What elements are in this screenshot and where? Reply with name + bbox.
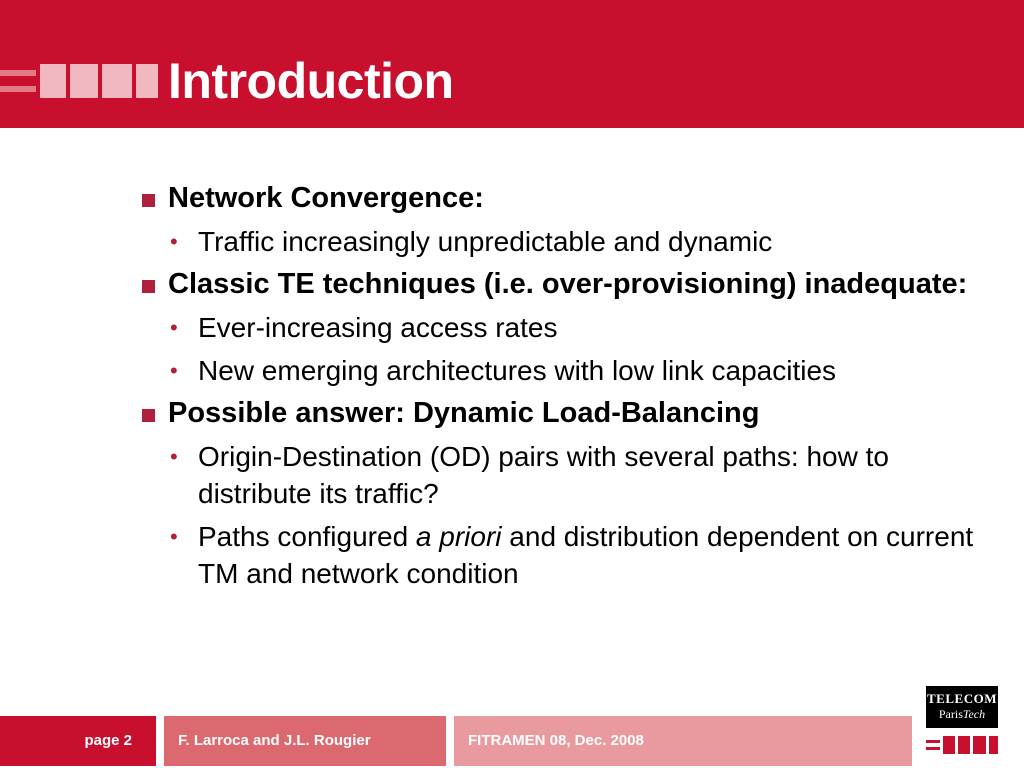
- footer-authors: F. Larroca and J.L. Rougier: [164, 716, 446, 766]
- sub-bullet: • Origin-Destination (OD) pairs with several paths: how to distribute its traffic?: [140, 438, 1000, 512]
- footer: [0, 716, 1024, 766]
- bullet-network-convergence: Network Convergence:: [140, 180, 1000, 217]
- dot-bullet-icon: •: [170, 524, 178, 549]
- institut-logo-icon: [0, 56, 160, 106]
- dot-bullet-icon: •: [170, 444, 178, 469]
- dot-bullet-icon: •: [170, 229, 178, 254]
- telecom-paristech-logo: TELECOM ParisTech: [926, 686, 998, 728]
- sub-bullet: • Paths configured a priori and distribution dependent on current TM and network condition: [140, 518, 1000, 592]
- sub-bullet: • New emerging architectures with low link capacities: [140, 352, 1000, 389]
- dot-bullet-icon: •: [170, 358, 178, 383]
- page-number: page 2: [0, 716, 156, 766]
- title-bar: [0, 0, 1024, 128]
- footer-conference: FITRAMEN 08, Dec. 2008: [454, 716, 912, 766]
- square-bullet-icon: [142, 409, 155, 422]
- bullet-possible-answer: Possible answer: Dynamic Load-Balancing: [140, 395, 1000, 432]
- bullet-list: [140, 180, 1000, 598]
- institut-telecom-logo-icon: [926, 734, 998, 756]
- bullet-classic-te: Classic TE techniques (i.e. over-provisioning) inadequate:: [140, 266, 1000, 303]
- square-bullet-icon: [142, 194, 155, 207]
- slide-title: Introduction: [168, 53, 454, 109]
- square-bullet-icon: [142, 280, 155, 293]
- dot-bullet-icon: •: [170, 315, 178, 340]
- sub-bullet: • Ever-increasing access rates: [140, 309, 1000, 346]
- sub-bullet: • Traffic increasingly unpredictable and dynamic: [140, 223, 1000, 260]
